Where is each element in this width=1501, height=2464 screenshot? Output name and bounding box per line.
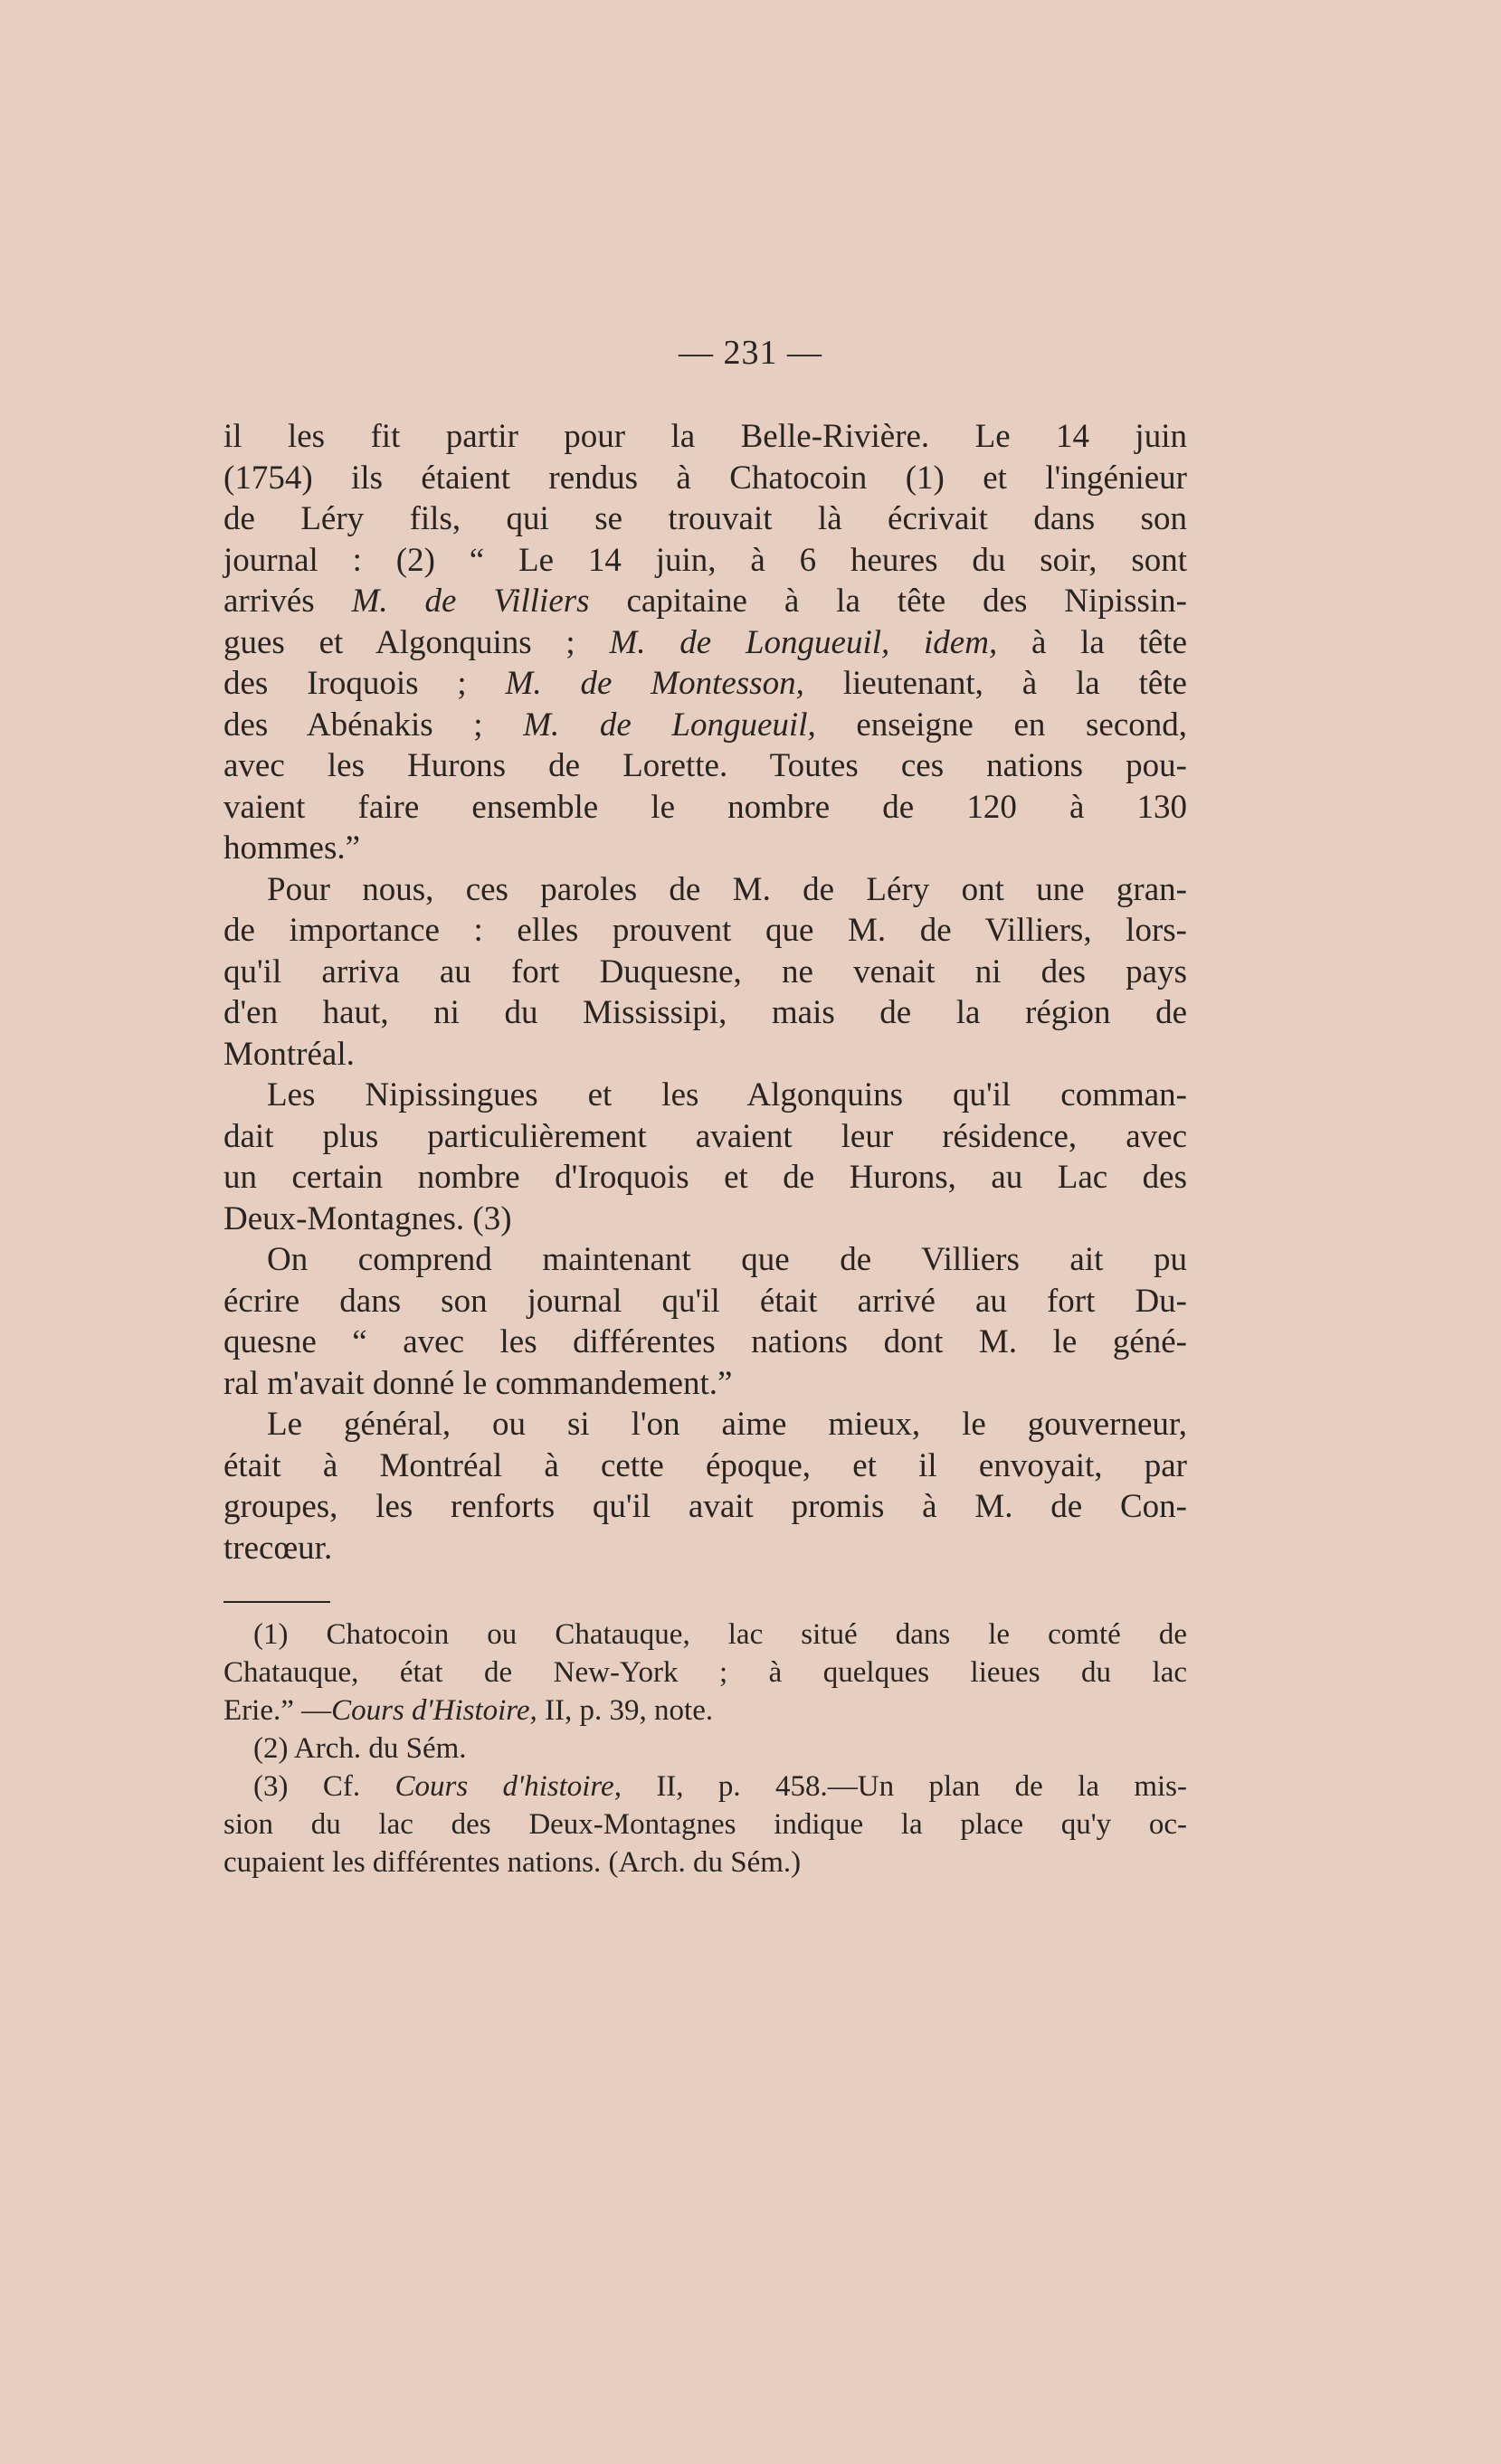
text-segment: vaient faire ensemble le nombre de 120 à 130 xyxy=(223,788,1187,826)
body-line xyxy=(223,581,1187,622)
text-segment: sion du lac des Deux-Montagnes indique la place qu'y oc- xyxy=(223,1808,1187,1841)
footnote-line xyxy=(223,1843,1187,1881)
body-line xyxy=(223,1404,1187,1445)
body-line xyxy=(223,952,1187,993)
text-segment: un certain nombre d'Iroquois et de Hurons, au Lac des xyxy=(223,1159,1187,1196)
body-line xyxy=(223,1239,1187,1281)
body-line xyxy=(223,1445,1187,1487)
text-segment: Montréal. xyxy=(223,1035,355,1073)
text-segment: ral m'avait donné le commandement.” xyxy=(223,1364,733,1402)
footnotes xyxy=(223,1616,1187,1881)
footnote-line xyxy=(223,1730,1187,1767)
italic-text: Cours d'histoire, xyxy=(394,1770,622,1803)
text-segment: de importance : elles prouvent que M. de Villiers, lors- xyxy=(223,912,1187,949)
text-segment: Les Nipissingues et les Algonquins qu'il comman- xyxy=(267,1076,1187,1114)
footnote-rule xyxy=(223,1601,330,1603)
text-segment: écrire dans son journal qu'il était arrivé au fort Du- xyxy=(223,1282,1187,1320)
text-segment: des Abénakis ; xyxy=(223,706,524,744)
italic-text: Cours d'Histoire, xyxy=(331,1694,537,1727)
body-line xyxy=(223,787,1187,829)
body-line xyxy=(223,1322,1187,1363)
text-segment: trecœur. xyxy=(223,1529,333,1567)
text-segment: (1754) ils étaient rendus à Chatocoin (1) et l'ingénieur xyxy=(223,459,1187,497)
text-segment: de Léry fils, qui se trouvait là écrivait dans son xyxy=(223,500,1187,537)
body-line xyxy=(223,1116,1187,1158)
text-segment: Pour nous, ces paroles de M. de Léry ont une gran- xyxy=(267,870,1187,908)
body-text xyxy=(223,416,1187,1568)
italic-text: M. de Montesson, xyxy=(505,665,804,702)
footnote-line xyxy=(223,1654,1187,1692)
text-segment: hommes.” xyxy=(223,829,361,867)
text-segment: à la tête xyxy=(997,623,1187,661)
body-line xyxy=(223,910,1187,952)
text-segment: cupaient les différentes nations. (Arch. du Sém.) xyxy=(223,1846,802,1879)
text-segment: (2) Arch. du Sém. xyxy=(253,1732,467,1765)
body-line xyxy=(223,540,1187,582)
body-line xyxy=(223,1034,1187,1076)
text-segment: Le général, ou si l'on aime mieux, le gouverneur, xyxy=(267,1406,1187,1443)
text-segment: Erie.” — xyxy=(223,1694,332,1727)
text-segment: Deux-Montagnes. (3) xyxy=(223,1199,512,1237)
text-segment: Chatauque, état de New-York ; à quelques lieues du lac xyxy=(223,1656,1187,1689)
body-line xyxy=(223,622,1187,664)
page-number: — 231 — xyxy=(679,334,822,372)
footnote-line xyxy=(223,1692,1187,1730)
body-line xyxy=(223,869,1187,911)
text-segment: enseigne en second, xyxy=(815,706,1187,744)
text-segment: On comprend maintenant que de Villiers ait pu xyxy=(267,1241,1187,1278)
text-segment: II, p. 458.—Un plan de la mis- xyxy=(621,1770,1187,1803)
body-line xyxy=(223,498,1187,540)
body-line xyxy=(223,1199,1187,1240)
text-segment: journal : (2) “ Le 14 juin, à 6 heures du soir, sont xyxy=(223,541,1187,579)
body-line xyxy=(223,1281,1187,1322)
body-line xyxy=(223,1075,1187,1116)
text-segment: dait plus particulièrement avaient leur résidence, avec xyxy=(223,1117,1187,1155)
body-line xyxy=(223,1528,1187,1569)
body-line xyxy=(223,745,1187,787)
text-segment: (1) Chatocoin ou Chatauque, lac situé dans le comté de xyxy=(253,1618,1187,1651)
italic-text: M. de Villiers xyxy=(351,583,590,620)
text-segment: gues et Algonquins ; xyxy=(223,623,610,661)
text-segment: groupes, les renforts qu'il avait promis à M. de Con- xyxy=(223,1488,1187,1525)
body-line xyxy=(223,416,1187,458)
body-line xyxy=(223,1157,1187,1199)
body-line xyxy=(223,992,1187,1034)
body-line xyxy=(223,705,1187,746)
body-line xyxy=(223,1363,1187,1405)
italic-text: M. de Longueuil, xyxy=(523,706,816,744)
body-line xyxy=(223,458,1187,499)
text-segment: des Iroquois ; xyxy=(223,665,506,702)
italic-text: M. de Longueuil, idem, xyxy=(609,623,998,661)
body-line xyxy=(223,828,1187,869)
text-segment: il les fit partir pour la Belle-Rivière. Le 14 juin xyxy=(223,418,1187,455)
text-segment: II, p. 39, note. xyxy=(537,1694,714,1727)
body-line xyxy=(223,663,1187,705)
text-segment: était à Montréal à cette époque, et il envoyait, par xyxy=(223,1446,1187,1484)
text-segment: avec les Hurons de Lorette. Toutes ces nations pou- xyxy=(223,747,1187,784)
footnote-line xyxy=(223,1616,1187,1654)
text-segment: quesne “ avec les différentes nations dont M. le géné- xyxy=(223,1323,1187,1360)
text-segment: (3) Cf. xyxy=(253,1770,395,1803)
text-segment: arrivés xyxy=(223,583,352,620)
text-segment: capitaine à la tête des Nipissin- xyxy=(589,583,1187,620)
footnote-line xyxy=(223,1805,1187,1843)
text-segment: qu'il arriva au fort Duquesne, ne venait ni des pays xyxy=(223,952,1187,990)
footnote-line xyxy=(223,1767,1187,1805)
text-segment: lieutenant, à la tête xyxy=(803,665,1187,702)
body-line xyxy=(223,1486,1187,1528)
text-segment: d'en haut, ni du Mississipi, mais de la région de xyxy=(223,994,1187,1031)
